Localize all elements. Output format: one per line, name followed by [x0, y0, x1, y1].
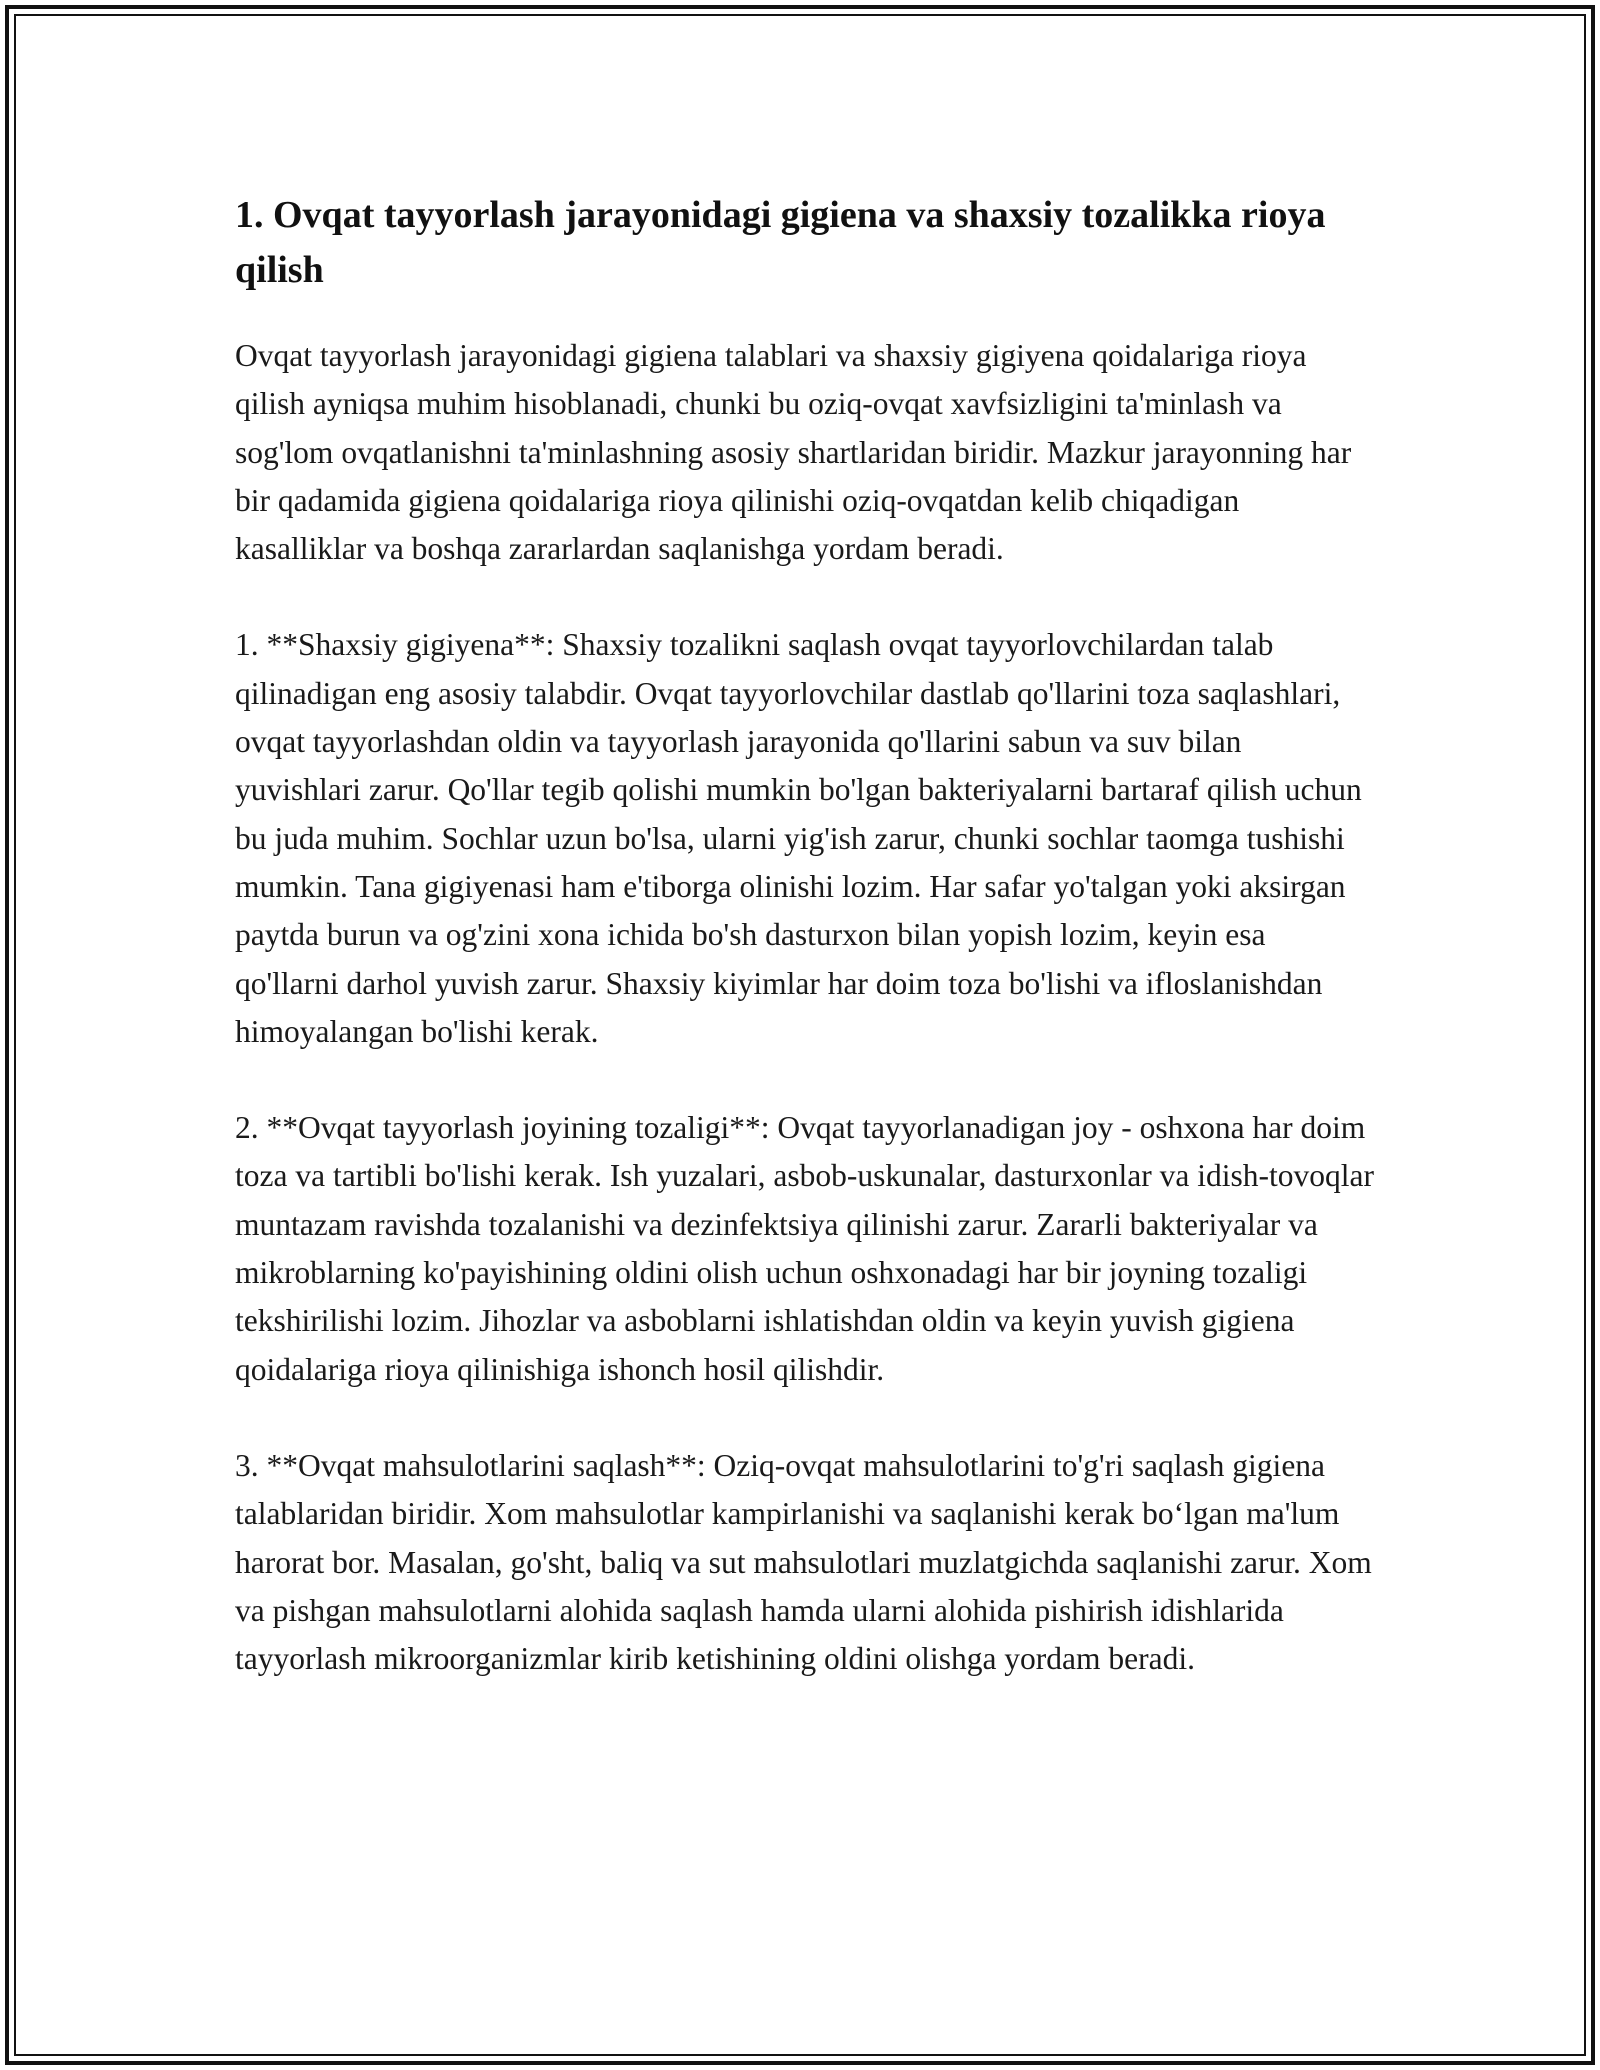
kitchen-cleanliness-paragraph: 2. **Ovqat tayyorlash joyining tozaligi**: Ovqat tayyorlanadigan joy - oshxona har doim toza va tartibli bo'lishi kerak. Ish yuzalari, asbob-uskunalar, dasturxonlar va idish-tovoqlar muntazam ravishda tozalanishi va dezinfektsiya qilinishi zarur. Zararli bakteriyalar va mikroblarning ko'payishining oldini olish uchun oshxonadagi har bir joyning tozaligi tekshirilishi lozim. Jihozlar va asboblarni ishlatishdan oldin va keyin yuvish gigiena qoidalariga rioya qilinishiga ishonch hosil qilishdir.: [235, 1110, 1374, 1387]
document-body: [235, 188, 1375, 1731]
food-storage-paragraph: 3. **Ovqat mahsulotlarini saqlash**: Oziq-ovqat mahsulotlarini to'g'ri saqlash gigiena talablaridan biridir. Xom mahsulotlar kampirlanishi va saqlanishi kerak bo‘lgan ma'lum harorat bor. Masalan, go'sht, baliq va sut mahsulotlari muzlatgichda saqlanishi zarur. Xom va pishgan mahsulotlarni alohida saqlash hamda ularni alohida pishirish idishlarida tayyorlash mikroorganizmlar kirib ketishining oldini olishga yordam beradi.: [235, 1447, 1372, 1677]
personal-hygiene-paragraph: 1. **Shaxsiy gigiyena**: Shaxsiy tozalikni saqlash ovqat tayyorlovchilardan talab qilinadigan eng asosiy talabdir. Ovqat tayyorlovchilar dastlab qo'llarini toza saqlashlari, ovqat tayyorlashdan oldin va tayyorlash jarayonida qo'llarini sabun va suv bilan yuvishlari zarur. Qo'llar tegib qolishi mumkin bo'lgan bakteriyalarni bartaraf qilish uchun bu juda muhim. Sochlar uzun bo'lsa, ularni yig'ish zarur, chunki sochlar taomga tushishi mumkin. Tana gigiyenasi ham e'tiborga olinishi lozim. Har safar yo'talgan yoki aksirgan paytda burun va og'zini xona ichida bo'sh dasturxon bilan yopish lozim, keyin esa qo'llarni darhol yuvish zarur. Shaxsiy kiyimlar har doim toza bo'lishi va ifloslanishdan himoyalangan bo'lishi kerak.: [235, 627, 1362, 1049]
intro-paragraph: Ovqat tayyorlash jarayonidagi gigiena talablari va shaxsiy gigiyena qoidalariga rioya qilish ayniqsa muhim hisoblanadi, chunki bu oziq-ovqat xavfsizligini ta'minlash va sog'lom ovqatlanishni ta'minlashning asosiy shartlaridan biridir. Mazkur jarayonning har bir qadamida gigiena qoidalariga rioya qilinishi oziq-ovqatdan kelib chiqadigan kasalliklar va boshqa zararlardan saqlanishga yordam beradi.: [235, 338, 1352, 567]
section-heading: 1. Ovqat tayyorlash jarayonidagi gigiena va shaxsiy tozalikka rioya qilish: [235, 194, 1326, 291]
